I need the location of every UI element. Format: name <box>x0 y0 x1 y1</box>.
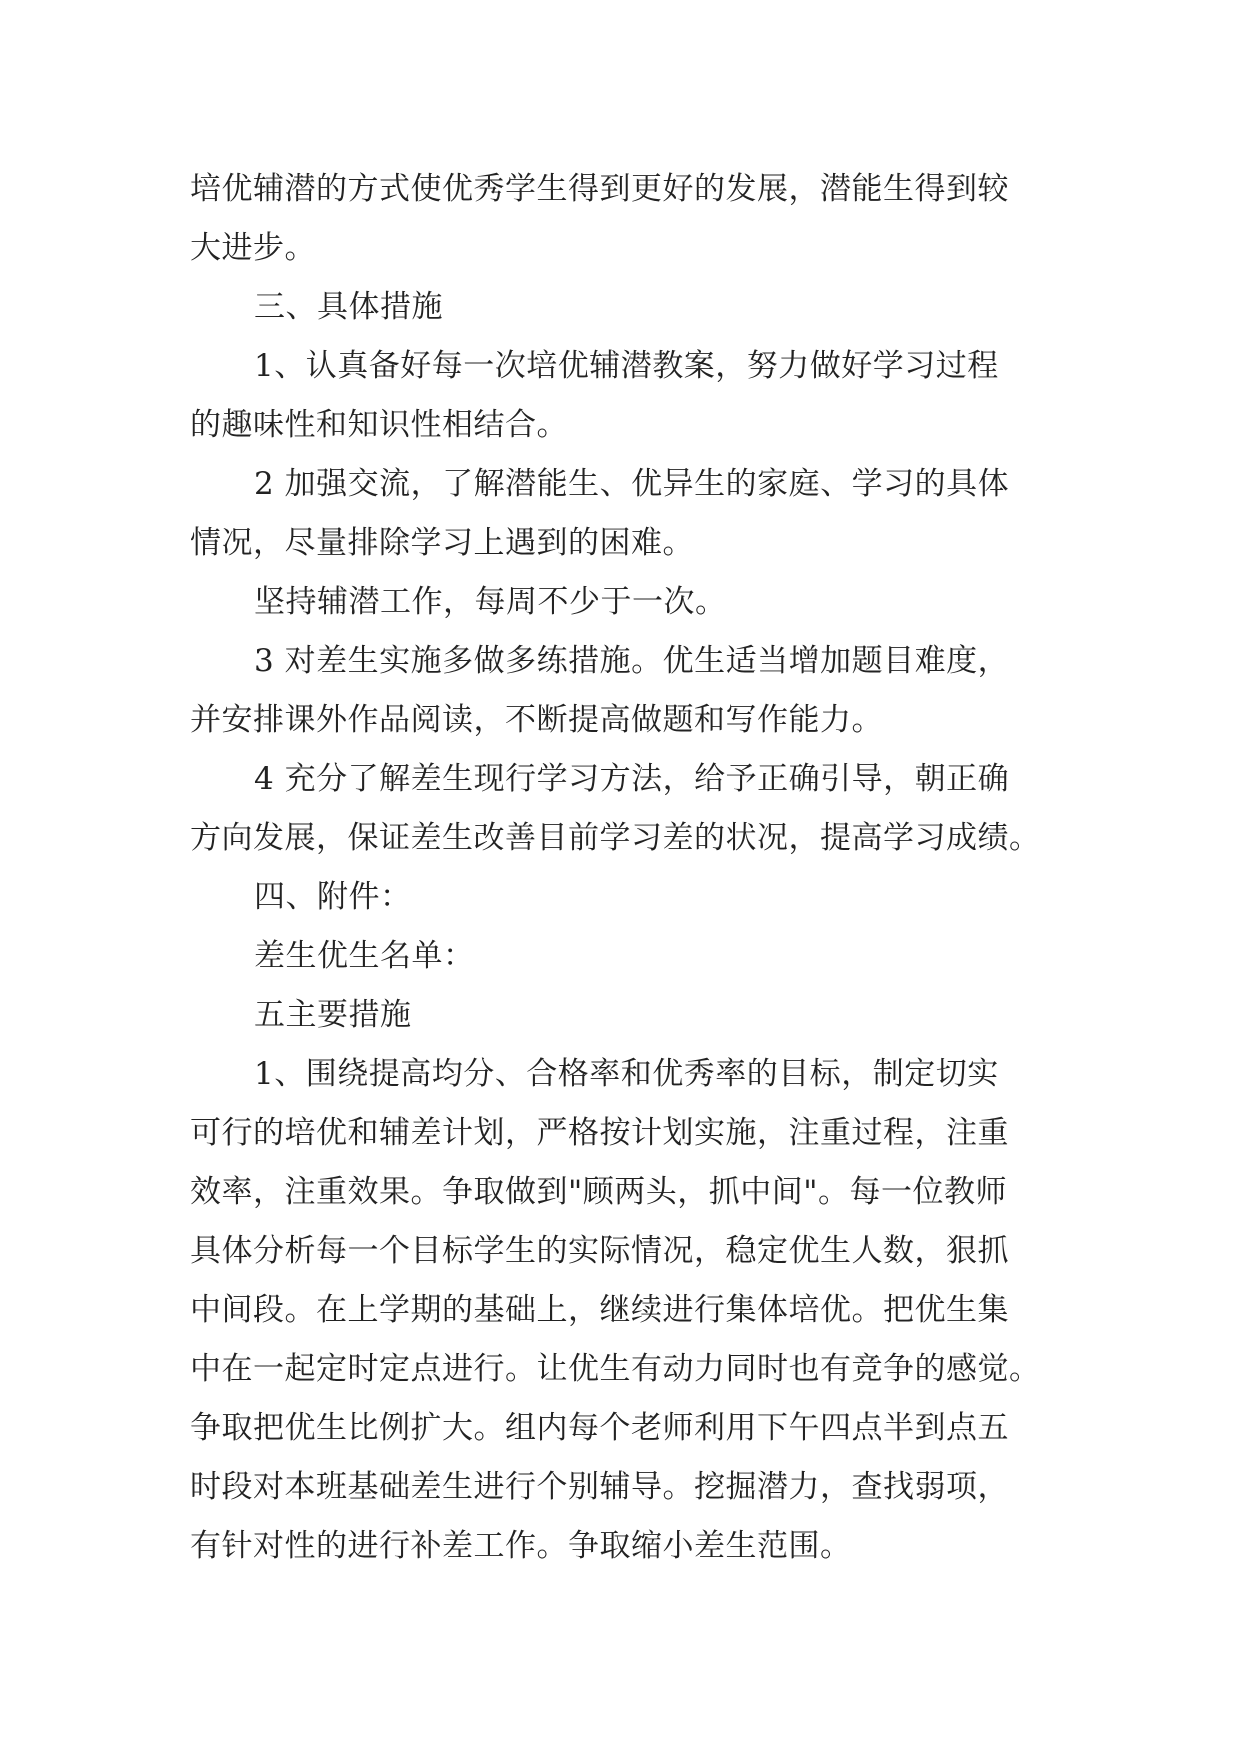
text-line: 具体分析每一个目标学生的实际情况，稳定优生人数，狠抓 <box>190 1233 1009 1269</box>
text-line: 并安排课外作品阅读，不断提高做题和写作能力。 <box>190 702 883 738</box>
text-line: 效率，注重效果。争取做到"顾两头，抓中间"。每一位教师 <box>190 1174 1008 1210</box>
text-line: 2 加强交流，了解潜能生、优异生的家庭、学习的具体 <box>254 466 1010 502</box>
text-line: 差生优生名单： <box>254 938 475 974</box>
text-line: 3 对差生实施多做多练措施。优生适当增加题目难度， <box>254 643 1010 679</box>
text-line: 的趣味性和知识性相结合。 <box>190 407 568 443</box>
text-line: 大进步。 <box>190 230 316 266</box>
text-line: 1、围绕提高均分、合格率和优秀率的目标，制定切实 <box>254 1056 999 1092</box>
text-line: 培优辅潜的方式使优秀学生得到更好的发展，潜能生得到较 <box>190 171 1009 207</box>
text-line: 五主要措施 <box>254 997 412 1033</box>
text-line: 中间段。在上学期的基础上，继续进行集体培优。把优生集 <box>190 1292 1009 1328</box>
text-line: 中在一起定时定点进行。让优生有动力同时也有竞争的感觉。 <box>190 1351 1041 1387</box>
text-line: 坚持辅潜工作，每周不少于一次。 <box>254 584 727 620</box>
text-line: 四、附件： <box>254 879 412 915</box>
text-line: 1、认真备好每一次培优辅潜教案，努力做好学习过程 <box>254 348 999 384</box>
text-line: 方向发展，保证差生改善目前学习差的状况，提高学习成绩。 <box>190 820 1041 856</box>
text-line: 时段对本班基础差生进行个别辅导。挖掘潜力，查找弱项， <box>190 1469 1009 1505</box>
text-line: 可行的培优和辅差计划，严格按计划实施，注重过程，注重 <box>190 1115 1009 1151</box>
text-line: 三、具体措施 <box>254 289 443 325</box>
text-line: 情况，尽量排除学习上遇到的困难。 <box>190 525 694 561</box>
document-body <box>190 160 1060 1576</box>
text-line: 争取把优生比例扩大。组内每个老师利用下午四点半到点五 <box>190 1410 1009 1446</box>
text-line: 4 充分了解差生现行学习方法，给予正确引导，朝正确 <box>254 761 1010 797</box>
text-line: 有针对性的进行补差工作。争取缩小差生范围。 <box>190 1528 852 1564</box>
